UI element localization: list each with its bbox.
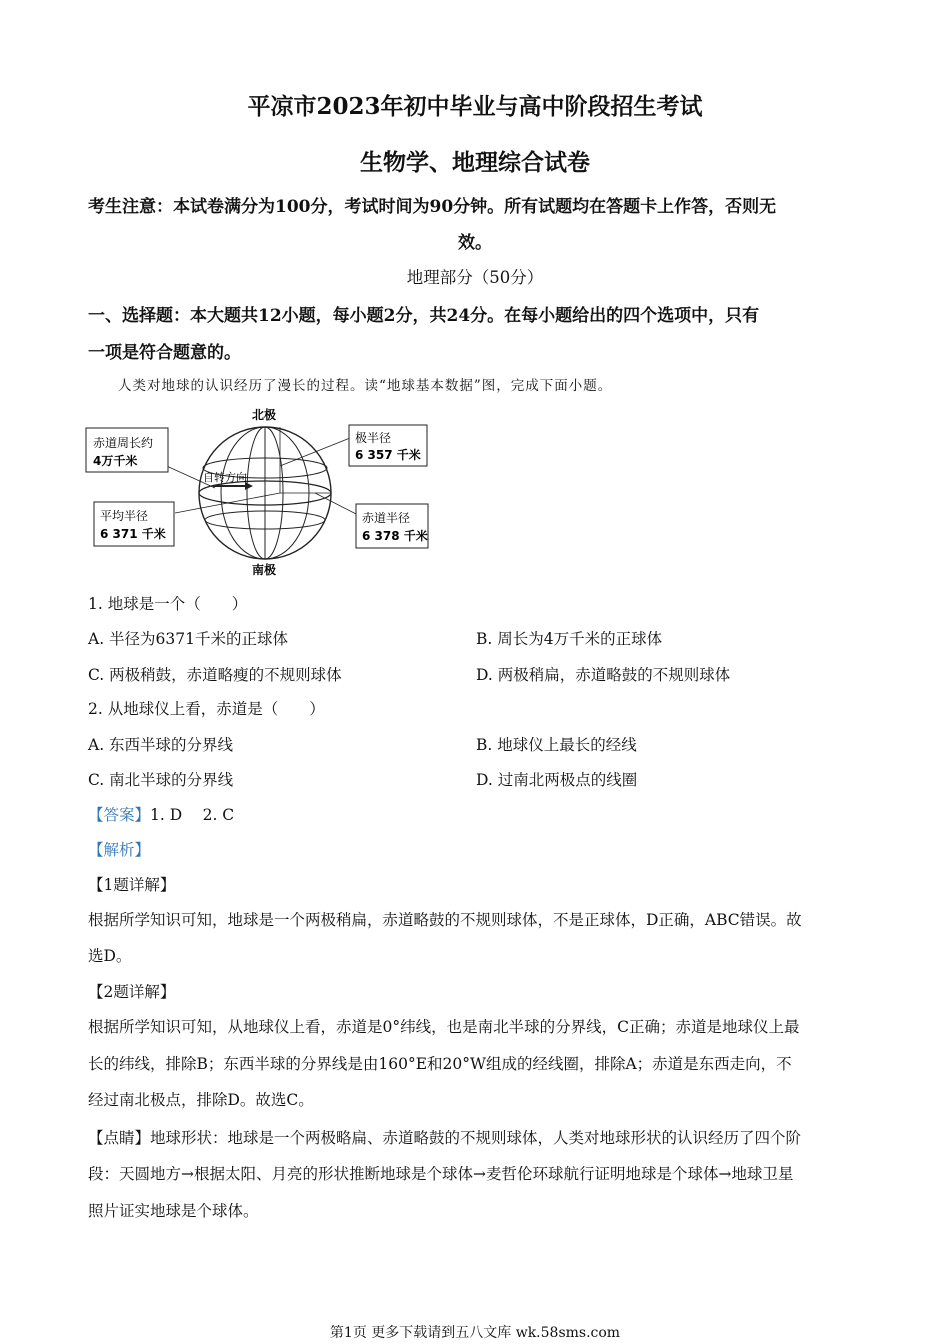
q1-detail-text: 根据所学知识可知，地球是一个两极稍扁，赤道略鼓的不规则球体，不是正球体，D正确，ABC错误。故 [88,911,802,929]
equator-circumference-value: 4万千米 [93,454,138,468]
exam-notice-cont: 效。 [458,233,492,253]
question-2-option-c: C. 南北半球的分界线 [88,771,234,789]
equatorial-radius-value: 6 378 千米 [362,529,428,543]
earth-data-figure [85,408,435,578]
q2-detail-heading: 【2题详解】 [88,983,176,1001]
south-pole-label: 南极 [251,563,277,577]
equatorial-radius-label: 赤道半径 [362,511,411,525]
answer-line [88,803,234,825]
q1-detail-heading: 【1题详解】 [88,876,176,894]
answer-text: 1. D 2. C [150,806,235,824]
part-heading: 一、选择题：本大题共12小题，每小题2分，共24分。在每小题给出的四个选项中，只有 [88,306,760,326]
tip-tag: 【点睛】 [88,1129,151,1147]
question-1-option-a: A. 半径为6371千米的正球体 [88,630,288,648]
question-1-option-c: C. 两极稍鼓，赤道略瘦的不规则球体 [88,666,342,684]
question-2-stem: 2. 从地球仪上看，赤道是（ ） [88,700,325,718]
analysis-tag: 【解析】 [88,841,151,859]
exam-notice: 考生注意：本试卷满分为100分，考试时间为90分钟。所有试题均在答题卡上作答，否则无 [88,197,777,217]
question-2-option-d: D. 过南北两极点的线圈 [476,771,638,789]
rotation-label: 自转方向 [203,471,247,484]
q2-detail-text-end: 经过南北极点，排除D。故选C。 [88,1091,314,1109]
mean-radius-label: 平均半径 [100,509,149,523]
question-2-option-a: A. 东西半球的分界线 [88,736,234,754]
tip-text: 地球形状：地球是一个两极略扁、赤道略鼓的不规则球体，人类对地球形状的认识经历了四个阶 [150,1129,802,1147]
q2-detail-text-cont: 长的纬线，排除B；东西半球的分界线是由160°E和20°W组成的经线圈，排除A；赤道是东西走向，不 [88,1055,792,1073]
question-1-option-d: D. 两极稍扁，赤道略鼓的不规则球体 [476,666,731,684]
tip-text-cont: 段：天圆地方→根据太阳、月亮的形状推断地球是个球体→麦哲伦环球航行证明地球是个球体→地球卫星 [88,1165,794,1183]
mean-radius-value: 6 371 千米 [100,527,166,541]
section-title: 地理部分（50分） [406,268,544,287]
tip-text-end: 照片证实地球是个球体。 [88,1202,259,1220]
q1-detail-text-cont: 选D。 [88,947,132,965]
north-pole-label: 北极 [251,408,277,422]
page-footer: 第1页 更多下载请到五八文库 wk.58sms.com [329,1325,621,1341]
question-1-option-b: B. 周长为4万千米的正球体 [476,630,663,648]
q2-detail-text: 根据所学知识可知，从地球仪上看，赤道是0°纬线，也是南北半球的分界线，C正确；赤道是地球仪上最 [88,1018,800,1036]
page-subtitle: 生物学、地理综合试卷 [360,149,590,176]
tip-paragraph [88,1126,801,1148]
part-heading-cont: 一项是符合题意的。 [88,343,241,363]
equator-circumference-label: 赤道周长约 [93,436,154,450]
question-2-option-b: B. 地球仪上最长的经线 [476,736,637,754]
answer-tag: 【答案】 [88,806,151,824]
polar-radius-value: 6 357 千米 [355,448,421,462]
question-intro: 人类对地球的认识经历了漫长的过程。读“地球基本数据”图，完成下面小题。 [118,378,613,394]
question-1-stem: 1. 地球是一个（ ） [88,595,248,613]
polar-radius-label: 极半径 [355,431,392,445]
page-title: 平凉市2023年初中毕业与高中阶段招生考试 [247,93,703,120]
